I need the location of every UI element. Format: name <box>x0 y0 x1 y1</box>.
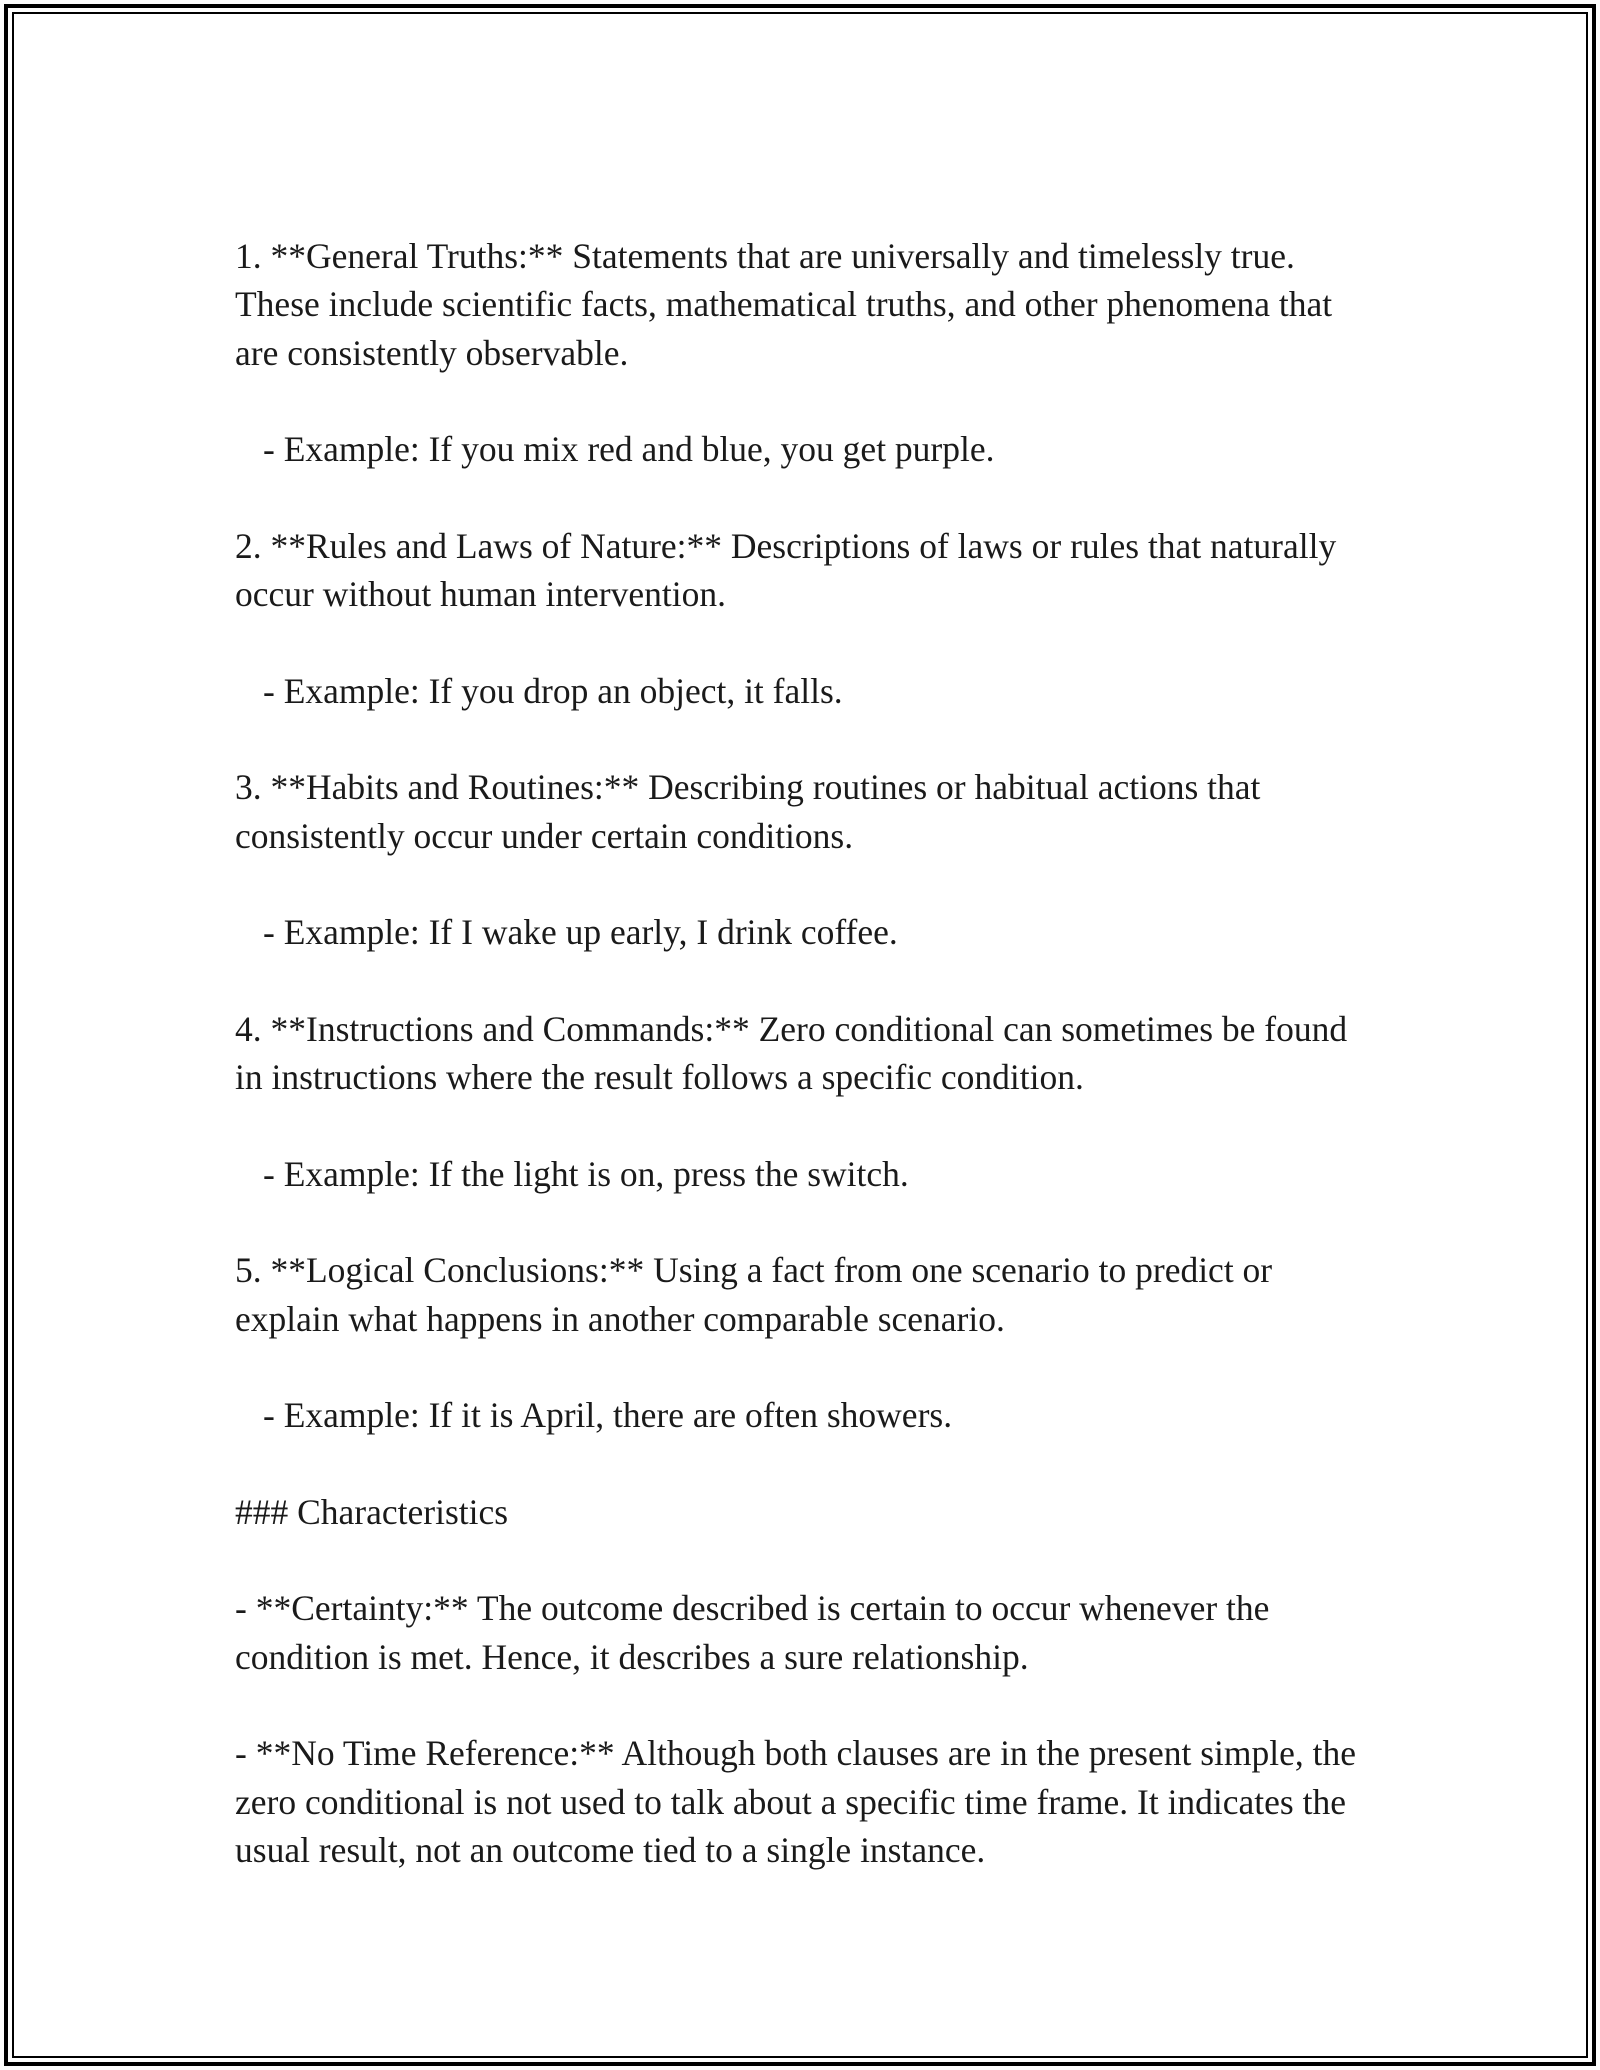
section-heading: ### Characteristics <box>235 1491 509 1532</box>
item-3-example: - Example: If I wake up early, I drink coffee. <box>263 912 898 953</box>
item-1-text: 1. **General Truths:** Statements that are universally and timelessly true. These include scientific facts, mathematical truths, and other phenomena that are consistently observable. <box>235 236 1342 373</box>
item-2-example: - Example: If you drop an object, it falls. <box>263 670 843 711</box>
item-4-text: 4. **Instructions and Commands:** Zero conditional can sometimes be found in instructions where the result follows a specific condition. <box>235 1008 1357 1098</box>
item-4-example: - Example: If the light is on, press the switch. <box>263 1153 909 1194</box>
characteristic-no-time-reference: - **No Time Reference:** Although both clauses are in the present simple, the zero conditional is not used to talk about a specific time frame. It indicates the usual result, not an outcome tied to a single instance. <box>235 1733 1365 1870</box>
item-5-text: 5. **Logical Conclusions:** Using a fact from one scenario to predict or explain what happens in another comparable scenario. <box>235 1250 1282 1339</box>
item-5-example: - Example: If it is April, there are often showers. <box>263 1395 953 1436</box>
item-1-example: - Example: If you mix red and blue, you get purple. <box>263 429 995 470</box>
item-3-text: 3. **Habits and Routines:** Describing routines or habitual actions that consistently occur under certain conditions. <box>235 767 1270 856</box>
document-body <box>235 232 1365 1874</box>
characteristic-certainty: - **Certainty:** The outcome described is certain to occur whenever the condition is met. Hence, it describes a sure relationship. <box>235 1588 1279 1677</box>
item-2-text: 2. **Rules and Laws of Nature:** Descriptions of laws or rules that naturally occur without human intervention. <box>235 525 1346 615</box>
